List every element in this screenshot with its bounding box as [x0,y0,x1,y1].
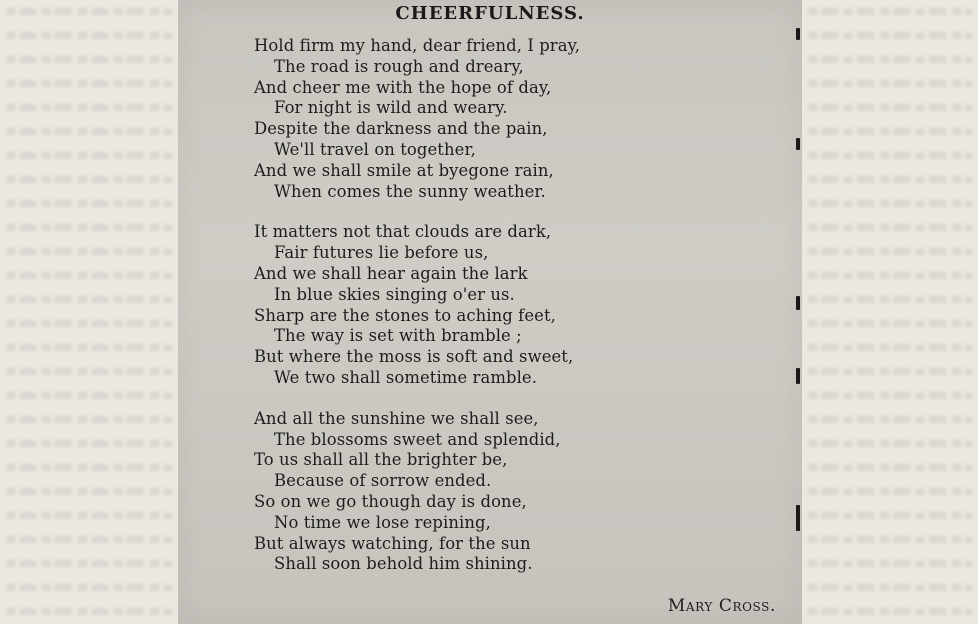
poem-line: Fair futures lie before us, [274,243,489,263]
poem-line: In blue skies singing o'er us. [274,284,515,304]
poem-line: The blossoms sweet and splendid, [274,429,561,449]
poem-line: And all the sunshine we shall see, [254,408,539,428]
poem-line: Despite the darkness and the pain, [254,119,548,139]
poem-line: No time we lose repining, [274,512,491,532]
column-edge-mark [796,505,800,531]
poem-line: And we shall smile at byegone rain, [254,160,554,180]
column-edge-mark [796,138,800,150]
column-edge-mark [796,28,800,40]
poem-line: The road is rough and dreary, [274,56,524,76]
poem-clipping [178,0,802,624]
poem-line: For night is wild and weary. [274,98,508,118]
poem-line: Because of sorrow ended. [274,471,492,491]
poem-line: Shall soon behold him shining. [274,554,533,574]
poem-line: It matters not that clouds are dark, [254,222,552,242]
poem-line: But where the moss is soft and sweet, [254,347,574,367]
column-edge-mark [796,296,800,310]
right-blurred-margin [802,0,978,624]
poem-line: To us shall all the brighter be, [254,450,508,470]
poem-line: Hold firm my hand, dear friend, I pray, [254,36,581,55]
poem-line: We two shall sometime ramble. [274,367,538,387]
stanza-3 [254,409,580,575]
poem-line: So on we go though day is done, [254,491,527,511]
left-blurred-margin [0,0,178,624]
poem-author: Mary Cross. [667,596,776,616]
poem-body [254,36,580,595]
poem-line: And we shall hear again the lark [254,263,528,283]
poem-line: When comes the sunny weather. [274,181,546,201]
poem-line: But always watching, for the sun [254,533,531,553]
poem-line: The way is set with bramble ; [274,326,522,346]
stanza-2 [254,222,580,388]
column-edge-mark [796,368,800,384]
poem-line: We'll travel on together, [274,139,476,159]
stanza-1 [254,36,580,202]
poem-title: CHEERFULNESS. [395,3,585,24]
poem-line: Sharp are the stones to aching feet, [254,305,556,325]
poem-line: And cheer me with the hope of day, [254,77,552,97]
